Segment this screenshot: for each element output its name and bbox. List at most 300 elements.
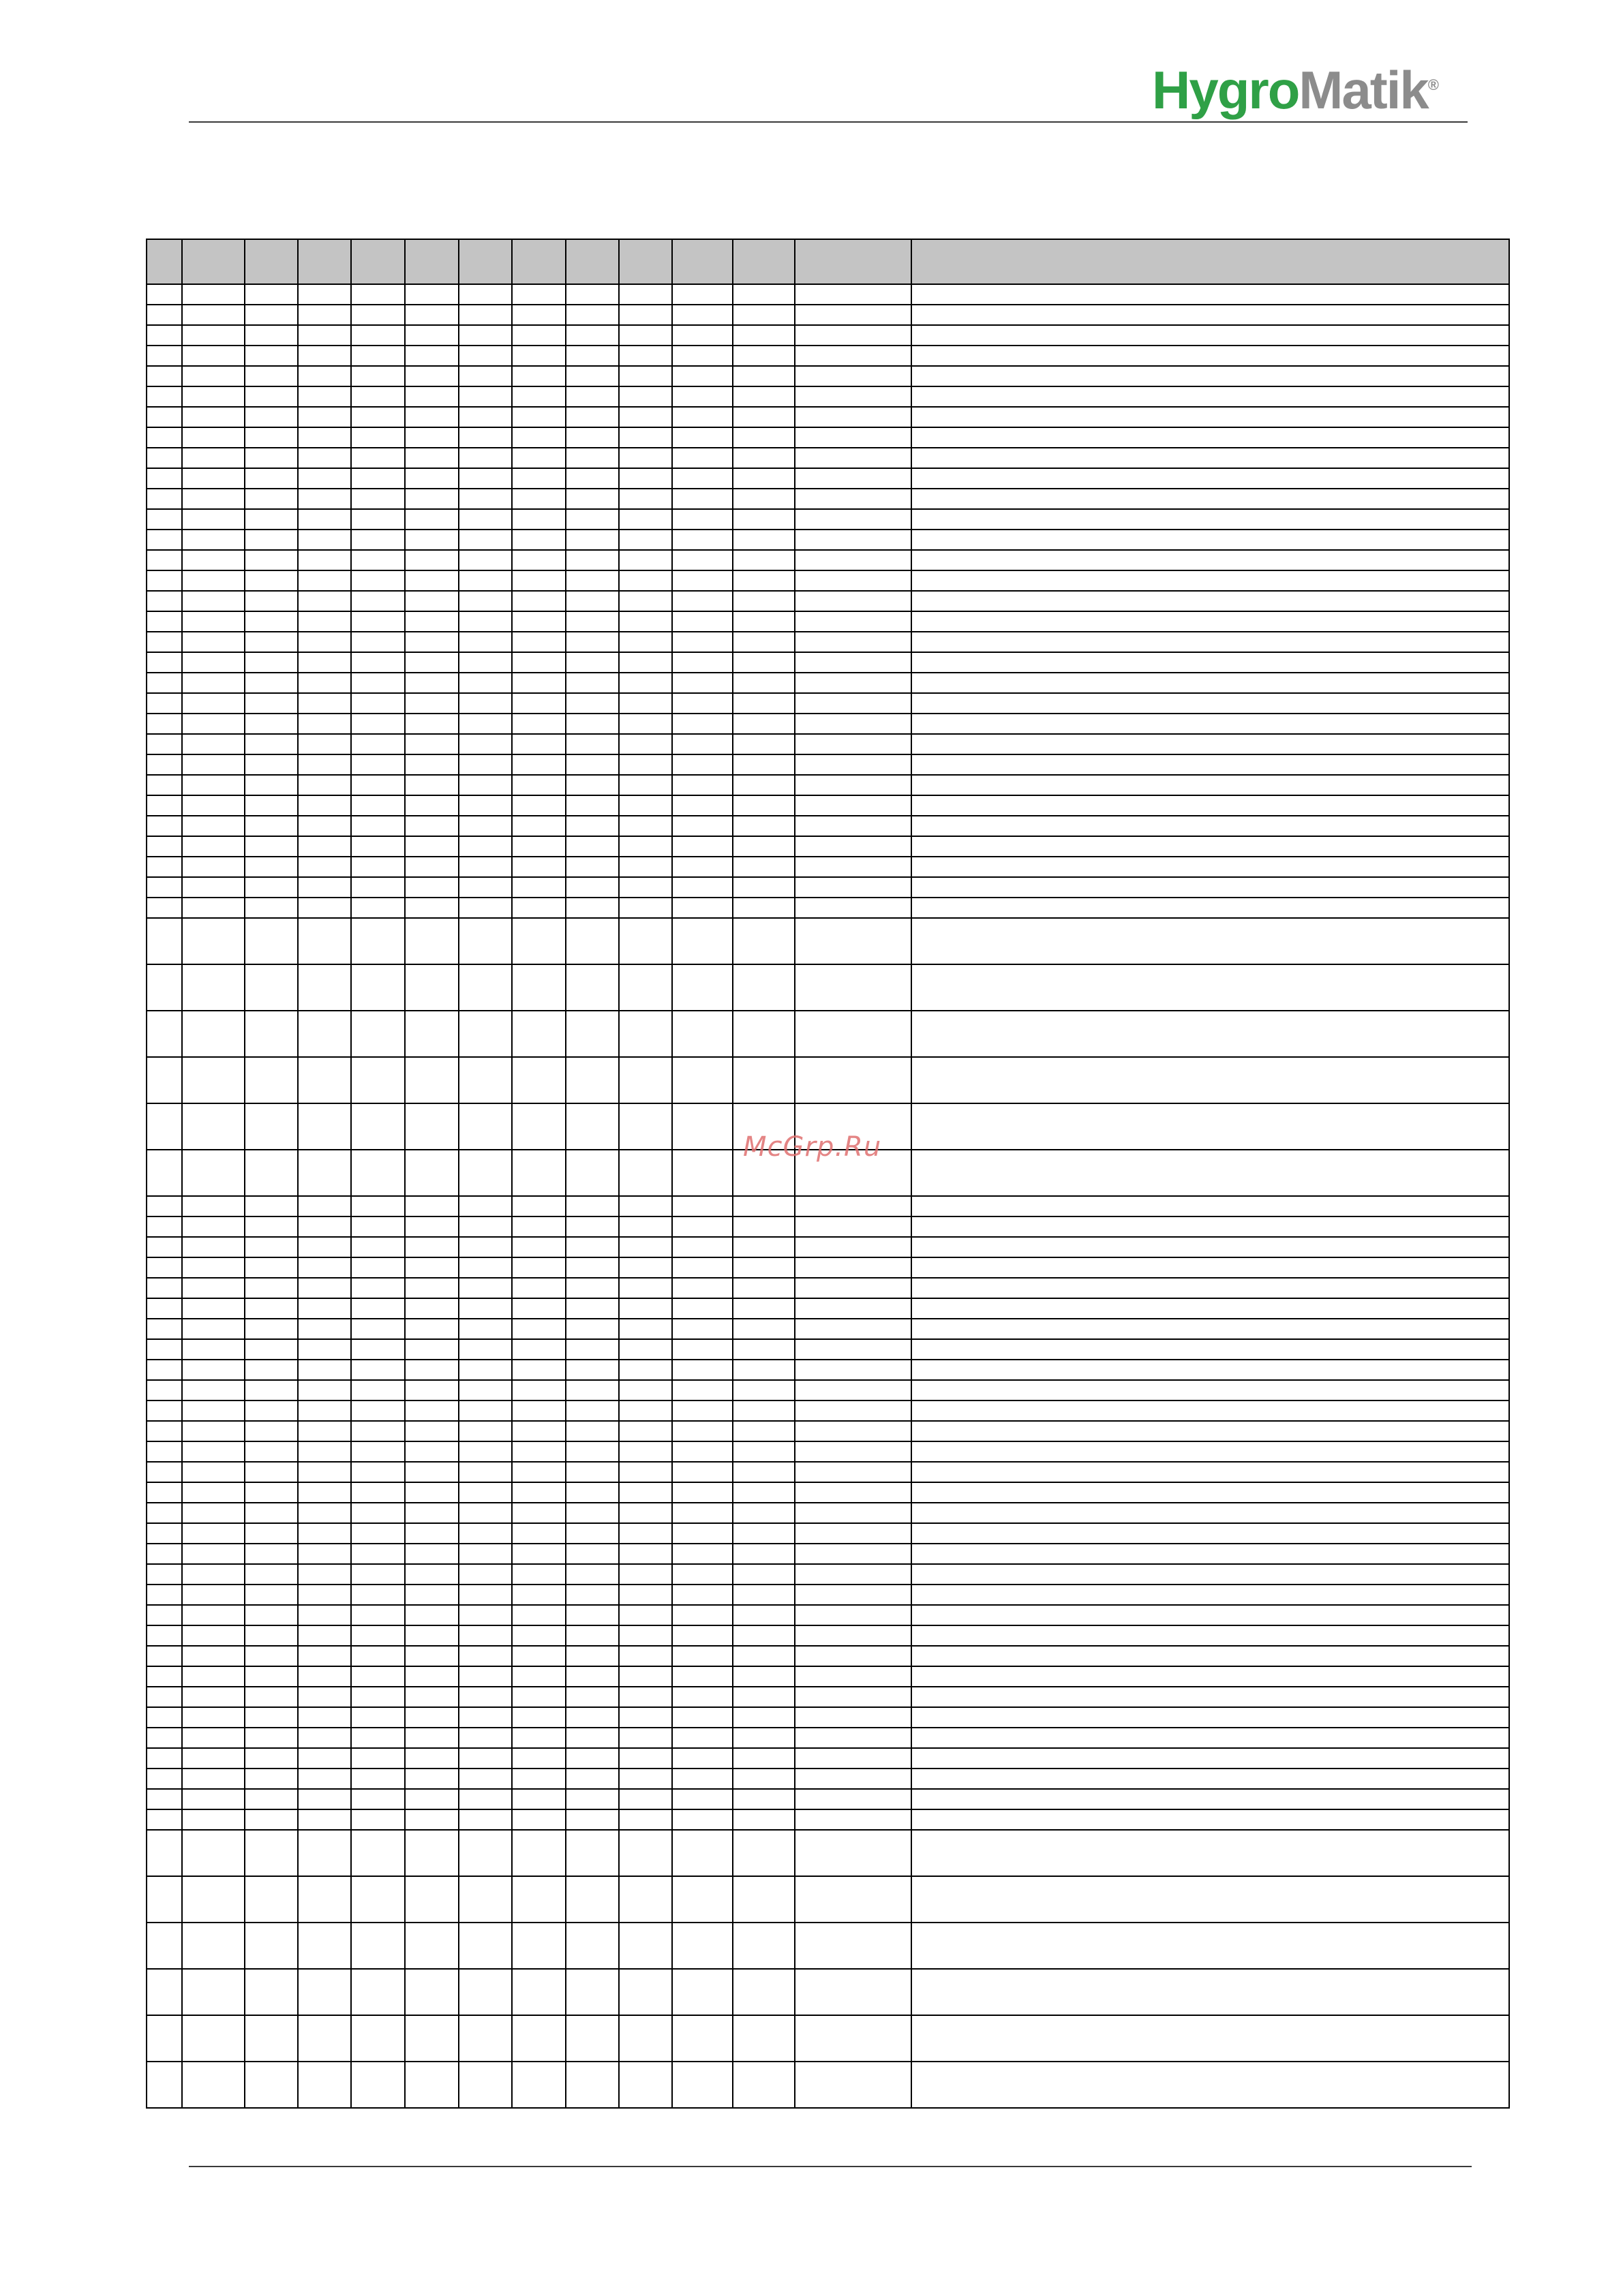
table-cell: [351, 1666, 405, 1687]
table-cell: [459, 1646, 512, 1666]
table-cell: [182, 2015, 245, 2062]
table-cell: [512, 1421, 566, 1441]
table-cell: [245, 284, 298, 305]
table-cell: [733, 836, 795, 857]
table-cell: [911, 1339, 1509, 1360]
table-cell: [512, 1150, 566, 1196]
table-cell: [619, 795, 672, 816]
table-cell: [672, 2015, 733, 2062]
table-cell: [405, 1278, 459, 1298]
table-cell: [733, 632, 795, 652]
table-cell: [298, 325, 351, 346]
table-cell: [459, 1687, 512, 1707]
table-cell: [245, 346, 298, 366]
table-cell: [405, 1298, 459, 1319]
table-cell: [405, 1237, 459, 1257]
table-cell: [298, 386, 351, 407]
table-cell: [405, 489, 459, 509]
table-cell: [672, 673, 733, 693]
table-cell: [459, 591, 512, 611]
table-cell: [405, 325, 459, 346]
table-cell: [733, 1789, 795, 1809]
table-row: [147, 795, 1509, 816]
table-cell: [459, 2015, 512, 2062]
table-cell: [795, 1216, 911, 1237]
table-cell: [795, 1830, 911, 1876]
table-cell: [733, 1748, 795, 1769]
table-cell: [619, 1830, 672, 1876]
table-cell: [182, 1666, 245, 1687]
table-cell: [182, 468, 245, 489]
table-cell: [795, 1503, 911, 1523]
table-cell: [298, 1380, 351, 1400]
table-row: [147, 2062, 1509, 2108]
table-cell: [459, 1462, 512, 1482]
table-cell: [795, 1278, 911, 1298]
table-cell: [619, 530, 672, 550]
table-row: [147, 325, 1509, 346]
table-cell: [351, 346, 405, 366]
table-cell: [733, 611, 795, 632]
table-cell: [245, 530, 298, 550]
table-cell: [459, 346, 512, 366]
table-cell: [566, 1748, 619, 1769]
table-cell: [405, 550, 459, 570]
table-cell: [911, 448, 1509, 468]
table-cell: [298, 1809, 351, 1830]
table-cell: [147, 1237, 182, 1257]
table-cell: [459, 1707, 512, 1728]
table-cell: [733, 366, 795, 386]
table-cell: [733, 754, 795, 775]
table-cell: [459, 509, 512, 530]
table-cell: [672, 1462, 733, 1482]
table-cell: [619, 2015, 672, 2062]
table-row: [147, 1666, 1509, 1687]
table-cell: [566, 1969, 619, 2015]
table-cell: [351, 693, 405, 714]
table-cell: [619, 1646, 672, 1666]
table-cell: [672, 407, 733, 427]
table-row: [147, 1923, 1509, 1969]
logo-ygro: ygro: [1189, 60, 1299, 120]
table-cell: [182, 1748, 245, 1769]
table-cell: [566, 795, 619, 816]
table-cell: [182, 530, 245, 550]
table-cell: [298, 1769, 351, 1789]
table-cell: [512, 1544, 566, 1564]
table-cell: [795, 816, 911, 836]
table-cell: [459, 1400, 512, 1421]
table-cell: [672, 1503, 733, 1523]
table-cell: [566, 1923, 619, 1969]
table-cell: [147, 1196, 182, 1216]
table-cell: [795, 489, 911, 509]
table-cell: [733, 1057, 795, 1103]
table-cell: [512, 1646, 566, 1666]
table-cell: [147, 550, 182, 570]
table-cell: [566, 530, 619, 550]
table-cell: [795, 611, 911, 632]
table-cell: [147, 570, 182, 591]
table-cell: [733, 1503, 795, 1523]
table-row: [147, 1339, 1509, 1360]
table-cell: [351, 1769, 405, 1789]
table-cell: [619, 1969, 672, 2015]
table-cell: [512, 652, 566, 673]
table-cell: [147, 877, 182, 898]
table-row: [147, 1421, 1509, 1441]
table-cell: [147, 1360, 182, 1380]
table-cell: [298, 714, 351, 734]
table-row: [147, 857, 1509, 877]
table-row: [147, 877, 1509, 898]
table-cell: [672, 918, 733, 964]
header-cell: [619, 239, 672, 284]
table-cell: [672, 652, 733, 673]
table-cell: [512, 1103, 566, 1150]
table-cell: [619, 1011, 672, 1057]
table-cell: [182, 1103, 245, 1150]
table-cell: [566, 1441, 619, 1462]
table-cell: [619, 775, 672, 795]
table-row: [147, 1523, 1509, 1544]
table-cell: [182, 632, 245, 652]
table-cell: [795, 898, 911, 918]
table-cell: [733, 1564, 795, 1585]
table-cell: [911, 795, 1509, 816]
table-cell: [733, 346, 795, 366]
table-cell: [512, 1257, 566, 1278]
table-cell: [459, 550, 512, 570]
table-row: [147, 407, 1509, 427]
table-row: [147, 775, 1509, 795]
table-cell: [245, 1150, 298, 1196]
table-cell: [566, 1339, 619, 1360]
table-cell: [182, 1625, 245, 1646]
table-cell: [351, 1360, 405, 1380]
table-cell: [405, 611, 459, 632]
header-cell: [512, 239, 566, 284]
table-cell: [733, 1462, 795, 1482]
logo-matik: Matik: [1299, 60, 1428, 120]
table-cell: [245, 427, 298, 448]
table-cell: [911, 489, 1509, 509]
table-cell: [795, 325, 911, 346]
table-cell: [245, 918, 298, 964]
table-cell: [298, 1605, 351, 1625]
table-cell: [566, 489, 619, 509]
table-cell: [147, 1400, 182, 1421]
table-header-row: [147, 239, 1509, 284]
table-cell: [911, 1278, 1509, 1298]
table-cell: [459, 1789, 512, 1809]
table-cell: [459, 1523, 512, 1544]
table-cell: [298, 1707, 351, 1728]
table-cell: [795, 1237, 911, 1257]
table-cell: [672, 632, 733, 652]
table-cell: [911, 1707, 1509, 1728]
table-cell: [733, 857, 795, 877]
table-cell: [298, 836, 351, 857]
table-cell: [911, 693, 1509, 714]
table-cell: [733, 1969, 795, 2015]
table-cell: [619, 1237, 672, 1257]
table-cell: [911, 1564, 1509, 1585]
table-cell: [619, 1605, 672, 1625]
table-cell: [147, 509, 182, 530]
table-cell: [512, 1339, 566, 1360]
table-cell: [147, 836, 182, 857]
table-cell: [619, 1462, 672, 1482]
table-cell: [911, 857, 1509, 877]
table-cell: [405, 1923, 459, 1969]
table-cell: [911, 1605, 1509, 1625]
table-row: [147, 1011, 1509, 1057]
table-cell: [298, 1482, 351, 1503]
table-cell: [245, 754, 298, 775]
table-row: [147, 1278, 1509, 1298]
table-cell: [245, 611, 298, 632]
table-cell: [911, 1482, 1509, 1503]
header-cell: [147, 239, 182, 284]
table-cell: [298, 1646, 351, 1666]
table-cell: [672, 1257, 733, 1278]
table-cell: [298, 1728, 351, 1748]
table-cell: [298, 1011, 351, 1057]
table-cell: [619, 1057, 672, 1103]
table-cell: [405, 1585, 459, 1605]
table-cell: [795, 1564, 911, 1585]
table-cell: [245, 570, 298, 591]
logo-h: H: [1152, 60, 1189, 120]
table-cell: [459, 754, 512, 775]
table-cell: [672, 1748, 733, 1769]
table-cell: [733, 1687, 795, 1707]
table-cell: [245, 673, 298, 693]
table-cell: [733, 2015, 795, 2062]
table-cell: [619, 1339, 672, 1360]
table-cell: [182, 898, 245, 918]
header-cell: [566, 239, 619, 284]
table-cell: [512, 530, 566, 550]
table-cell: [672, 1339, 733, 1360]
table-row: [147, 1360, 1509, 1380]
table-cell: [405, 652, 459, 673]
table-cell: [182, 918, 245, 964]
table-cell: [182, 591, 245, 611]
table-cell: [672, 1103, 733, 1150]
table-cell: [351, 570, 405, 591]
table-cell: [512, 918, 566, 964]
table-cell: [619, 1319, 672, 1339]
table-cell: [147, 1257, 182, 1278]
table-cell: [672, 366, 733, 386]
table-cell: [298, 550, 351, 570]
table-cell: [245, 1216, 298, 1237]
table-cell: [245, 1564, 298, 1585]
table-cell: [672, 1057, 733, 1103]
table-cell: [298, 693, 351, 714]
table-row: [147, 1707, 1509, 1728]
table-cell: [911, 325, 1509, 346]
table-cell: [795, 468, 911, 489]
table-cell: [795, 530, 911, 550]
table-cell: [911, 1666, 1509, 1687]
table-cell: [182, 1646, 245, 1666]
table-cell: [182, 1360, 245, 1380]
table-cell: [566, 570, 619, 591]
table-cell: [733, 489, 795, 509]
table-cell: [512, 1441, 566, 1462]
table-cell: [566, 509, 619, 530]
table-cell: [672, 898, 733, 918]
table-cell: [147, 1923, 182, 1969]
table-cell: [351, 1564, 405, 1585]
table-cell: [911, 1923, 1509, 1969]
table-cell: [566, 836, 619, 857]
table-cell: [147, 1339, 182, 1360]
table-cell: [182, 1216, 245, 1237]
table-cell: [298, 427, 351, 448]
table-cell: [512, 1605, 566, 1625]
table-row: [147, 918, 1509, 964]
table-cell: [245, 1605, 298, 1625]
table-cell: [405, 1523, 459, 1544]
table-cell: [459, 1298, 512, 1319]
table-row: [147, 489, 1509, 509]
table-cell: [405, 1057, 459, 1103]
table-cell: [795, 1400, 911, 1421]
table-cell: [512, 816, 566, 836]
table-cell: [147, 652, 182, 673]
table-cell: [459, 1923, 512, 1969]
table-cell: [672, 1400, 733, 1421]
table-cell: [298, 1441, 351, 1462]
table-row: [147, 1605, 1509, 1625]
table-cell: [733, 1380, 795, 1400]
table-row: [147, 1462, 1509, 1482]
table-cell: [351, 407, 405, 427]
table-cell: [405, 1728, 459, 1748]
table-cell: [512, 1809, 566, 1830]
table-cell: [566, 1057, 619, 1103]
table-cell: [147, 1544, 182, 1564]
table-row: [147, 1789, 1509, 1809]
table-cell: [405, 1011, 459, 1057]
table-cell: [459, 918, 512, 964]
table-cell: [733, 1666, 795, 1687]
table-cell: [619, 1421, 672, 1441]
table-cell: [405, 1400, 459, 1421]
table-cell: [245, 693, 298, 714]
table-cell: [566, 1360, 619, 1380]
table-cell: [795, 570, 911, 591]
table-cell: [911, 964, 1509, 1011]
table-cell: [566, 427, 619, 448]
table-cell: [672, 1625, 733, 1646]
table-cell: [911, 427, 1509, 448]
table-cell: [182, 877, 245, 898]
table-cell: [672, 509, 733, 530]
table-cell: [911, 1421, 1509, 1441]
table-cell: [733, 1923, 795, 1969]
table-cell: [298, 1585, 351, 1605]
table-cell: [147, 1421, 182, 1441]
table-cell: [182, 448, 245, 468]
table-cell: [795, 1441, 911, 1462]
table-cell: [672, 305, 733, 325]
table-cell: [351, 1809, 405, 1830]
table-cell: [351, 2062, 405, 2108]
table-cell: [512, 591, 566, 611]
table-cell: [672, 591, 733, 611]
table-cell: [911, 1769, 1509, 1789]
table-cell: [795, 448, 911, 468]
table-cell: [619, 448, 672, 468]
table-cell: [512, 386, 566, 407]
table-cell: [795, 1585, 911, 1605]
table-cell: [147, 468, 182, 489]
table-cell: [405, 1339, 459, 1360]
table-cell: [619, 836, 672, 857]
table-cell: [245, 1278, 298, 1298]
table-cell: [795, 877, 911, 898]
table-cell: [619, 1360, 672, 1380]
table-cell: [405, 1830, 459, 1876]
table-row: [147, 570, 1509, 591]
table-cell: [795, 632, 911, 652]
header-cell: [182, 239, 245, 284]
table-cell: [351, 1462, 405, 1482]
table-cell: [405, 1380, 459, 1400]
table-cell: [795, 1482, 911, 1503]
table-cell: [619, 1748, 672, 1769]
table-cell: [459, 836, 512, 857]
table-row: [147, 673, 1509, 693]
table-cell: [619, 1923, 672, 1969]
table-cell: [795, 1666, 911, 1687]
table-cell: [245, 1257, 298, 1278]
table-cell: [566, 816, 619, 836]
table-cell: [405, 1360, 459, 1380]
table-cell: [512, 427, 566, 448]
table-cell: [512, 407, 566, 427]
table-cell: [566, 918, 619, 964]
table-cell: [619, 964, 672, 1011]
table-cell: [245, 816, 298, 836]
table-cell: [911, 550, 1509, 570]
table-cell: [147, 1503, 182, 1523]
table-cell: [351, 652, 405, 673]
header-cell: [795, 239, 911, 284]
table-cell: [182, 325, 245, 346]
table-cell: [566, 468, 619, 489]
table-cell: [405, 1421, 459, 1441]
table-cell: [405, 1748, 459, 1769]
table-cell: [512, 346, 566, 366]
table-cell: [672, 346, 733, 366]
table-cell: [459, 693, 512, 714]
table-cell: [405, 1769, 459, 1789]
table-cell: [672, 611, 733, 632]
table-cell: [619, 1150, 672, 1196]
table-cell: [566, 1278, 619, 1298]
table-cell: [512, 1728, 566, 1748]
table-cell: [566, 1544, 619, 1564]
table-cell: [351, 877, 405, 898]
table-row: [147, 898, 1509, 918]
